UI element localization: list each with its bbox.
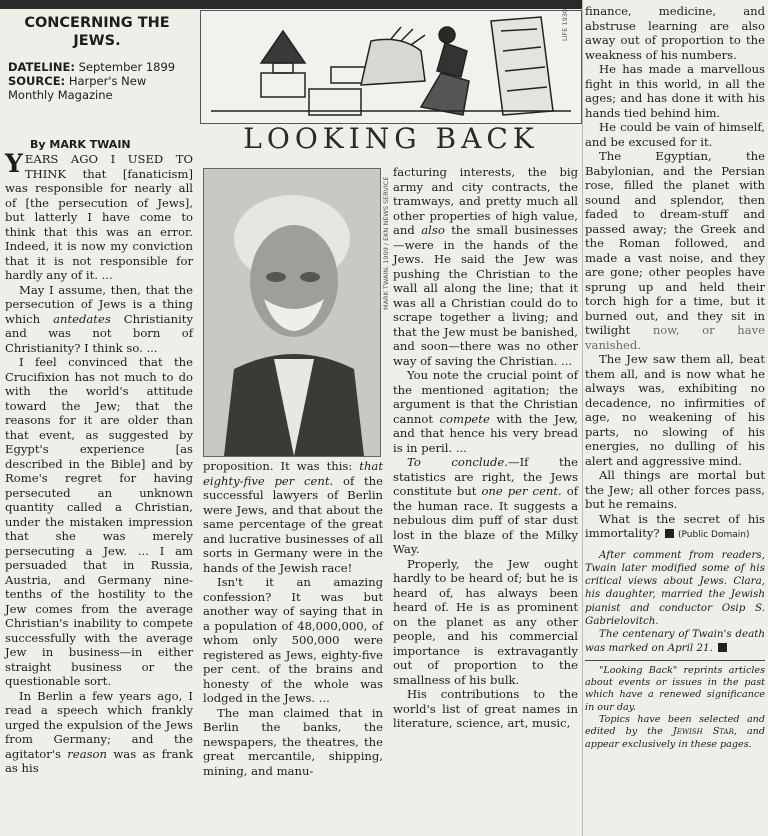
sidebar-header [8,14,186,102]
series-notes [585,660,765,751]
end-mark-icon [665,529,674,538]
masthead-illustration [200,10,582,124]
paragraph: I feel convinced that the Crucifixion has not much to do with the world's attitude toward the Jew; that the reasons for it are older than that event, as suggested by Egypt's experience [as described in the Bible] and by Rome's regret for having persecuted an unknown quantity called a Christian, under the mistaken impression that she was merely persecuting a Jew. ... I am persuaded that in Russia, Austria, and Germany nine-tenths of the hostility to the Jew comes from the average Christian's inability to compete successfully with the average Jew in business—in either straight business or the questionable sort. [5,355,193,688]
author-portrait-photo [203,168,381,457]
end-mark-icon [718,643,727,652]
dateline: DATELINE: September 1899 SOURCE: Harper's New Monthly Magazine [8,60,176,102]
public-domain-label: (Public Domain) [678,530,750,540]
series-note: Topics have been selected and edited by the Jewish Star, and appear exclusively in these pages. [585,714,765,750]
article-column-2 [203,459,383,778]
paragraph: Properly, the Jew ought hardly to be heard of; but he is heard of, has always been heard of. He is as prominent on the planet as any other people, and his commercial importance is extravagantly out of proportion to the smallness of his bulk. [393,556,578,687]
article-column-1 [5,149,193,776]
paragraph: proposition. It was this: that eighty-five per cent. of the successful lawyers of Berlin were Jews, and that about the same percentage of the great and lucrative businesses of all sorts in Germany were in the hands of the Jewish race! [203,459,383,575]
paragraph: YEARS AGO I USED TO THINK that [fanaticism] was responsible for nearly all of [the persecution of Jews], but latterly I have come to think that this was an error. Indeed, it is now my conviction that it is not responsible for hardly any of it. ... [5,149,193,282]
paragraph: All things are mortal but the Jew; all other forces pass, but he remains. [585,468,765,511]
paragraph: facturing interests, the big army and city contracts, the tramways, and pretty much all other properties of high value, and also the small businesses—were in the hands of the Jews. He said the Jew was pushing the Christian to the wall all along the line; that it was all a Christian could do to scrape together a living; and that the Jew must be banished, and soon—there was no other way of saving the Christian. ... [393,165,578,368]
paragraph: In Berlin a few years ago, I read a speech which frankly urged the expulsion of the Jews from Germany; and the agitator's reason was as frank as his [5,688,193,775]
article-column-4 [585,4,765,751]
illustration-credit: LIFE 1930 [561,9,569,41]
article-column-3 [393,165,578,731]
drop-cap: Y [5,149,23,178]
paragraph: The Egyptian, the Babylonian, and the Persian rose, filled the planet with sound and splendor, then faded to dream-stuff and passed away; the Greek and the Roman followed, and made a vast noise, and they are gone; other peoples have sprung up and held their torch high for a time, but it burned out, and they sit in twilight now, or have vanished. [585,149,765,352]
mark-twain-portrait [204,169,380,456]
top-rule [0,0,582,9]
art-deco-scene-illustration [201,11,581,123]
paragraph: His contributions to the world's list of great names in literature, science, art, music, [393,687,578,730]
series-note: "Looking Back" reprints articles about events or issues in the past which have a renewed significance in our day. [585,664,765,713]
paragraph: You note the crucial point of the mentioned agitation; the argument is that the Christian cannot compete with the Jew, and that hence his very bread is in peril. ... [393,368,578,455]
centenary-note: The centenary of Twain's death was marked on April 21. [585,628,765,654]
paragraph: May I assume, then, that the persecution of Jews is a thing which antedates Christianity and was not born of Christianity? I think so. ... [5,282,193,355]
paragraph: The Jew saw them all, beat them all, and is now what he always was, exhibiting no decadence, no infirmities of age, no weakening of his parts, no slowing of his energies, no dulling of his alert and aggressive mind. [585,352,765,468]
byline: By MARK TWAIN [30,138,131,151]
section-title: LOOKING BACK [243,122,539,155]
editor-note: After comment from readers, Twain later modified some of his critical views about Jews. Clara, his daughter, married the Jewish pianist and conductor Osip S. Gabrielovitch. [585,548,765,627]
photo-credit: MARK TWAIN, 1909 / EKN NEWS SERVICE [382,176,390,310]
article-title: CONCERNING THE JEWS. [24,15,170,49]
paragraph: What is the secret of his immortality? (Public Domain) [585,511,765,540]
paragraph: He could be vain of himself, and be excused for it. [585,120,765,149]
paragraph: Isn't it an amazing confession? It was but another way of saying that in a population of 48,000,000, of whom only 500,000 were registered as Jews, eighty-five per cent. of the brains and honesty of the whole was lodged in the Jews. ... [203,575,383,705]
paragraph: finance, medicine, and abstruse learning are also away out of proportion to the weakness of his numbers. [585,4,765,62]
paragraph: He has made a marvellous fight in this world, in all the ages; and has done it with his hands tied behind him. [585,62,765,120]
column-divider [582,0,583,836]
paragraph: To conclude.—If the statistics are right, the Jews constitute but one per cent. of the human race. It suggests a nebulous dim puff of star dust lost in the blaze of the Milky Way. [393,455,578,556]
paragraph: The man claimed that in Berlin the banks, the newspapers, the theatres, the great mercantile, shipping, mining, and manu- [203,705,383,778]
